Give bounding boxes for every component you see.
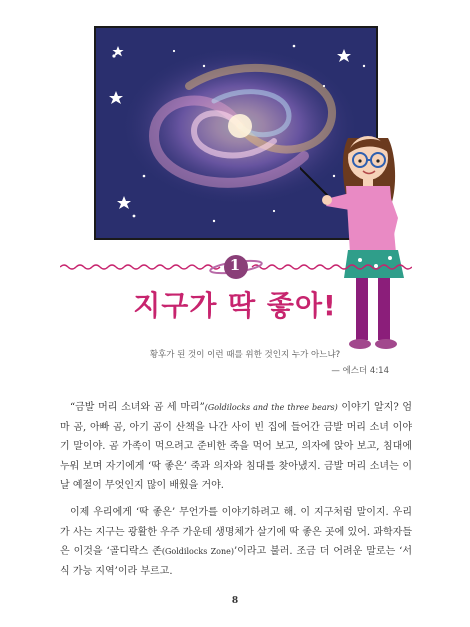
paragraph-1-text-b: 이야기 알지? 엄마 곰, 아빠 곰, 아기 곰이 산책을 나간 사이 빈 집에 들어간 금발 머리 소녀 이야기 말이야. 곰 가족이 먹으려고 준비한 죽을 먹어 보고, 의자에 앉아 보고, 침대에 누워 보며 자기에게 ‘딱 좋은’ 죽과 의자와 침대를 찾아냈지. 금발 머리 소녀는 이날 예절이 무엇인지 많이 배웠을 거야. [60,402,412,492]
body-text [60,398,412,588]
paragraph-1-english: (Goldilocks and the three bears) [204,403,338,412]
epigraph-quote: 황후가 된 것이 이런 때를 위한 것인지 누가 아느냐? [149,350,341,360]
paragraph-2-english: (Goldilocks Zone) [161,547,234,557]
paragraph-1-text-a: “금발 머리 소녀와 곰 세 마리” [70,402,205,413]
epigraph-source: — 에스더 4:14 [331,366,389,376]
body-paragraph-1 [60,398,412,496]
body-paragraph-2 [60,503,412,581]
epigraph [95,347,395,379]
chapter-title: 지구가 딱 좋아! [133,289,337,322]
paragraph-2-text-b: ’이라고 불러. 조금 더 어려운 말로는 ‘서식 가능 지역’이라 부르고. [60,546,413,577]
page-number: 8 [231,596,239,606]
chapter-number: 1 [229,256,241,274]
paragraph-2-text-a: 이제 우리에게 ‘딱 좋은’ 무언가를 이야기하려고 해. 이 지구처럼 말이지. 우리가 사는 지구는 광활한 우주 가운데 생명체가 살기에 딱 좋은 곳에 있어. 과학자들은 이것을 ‘골디락스 존 [60,506,412,558]
